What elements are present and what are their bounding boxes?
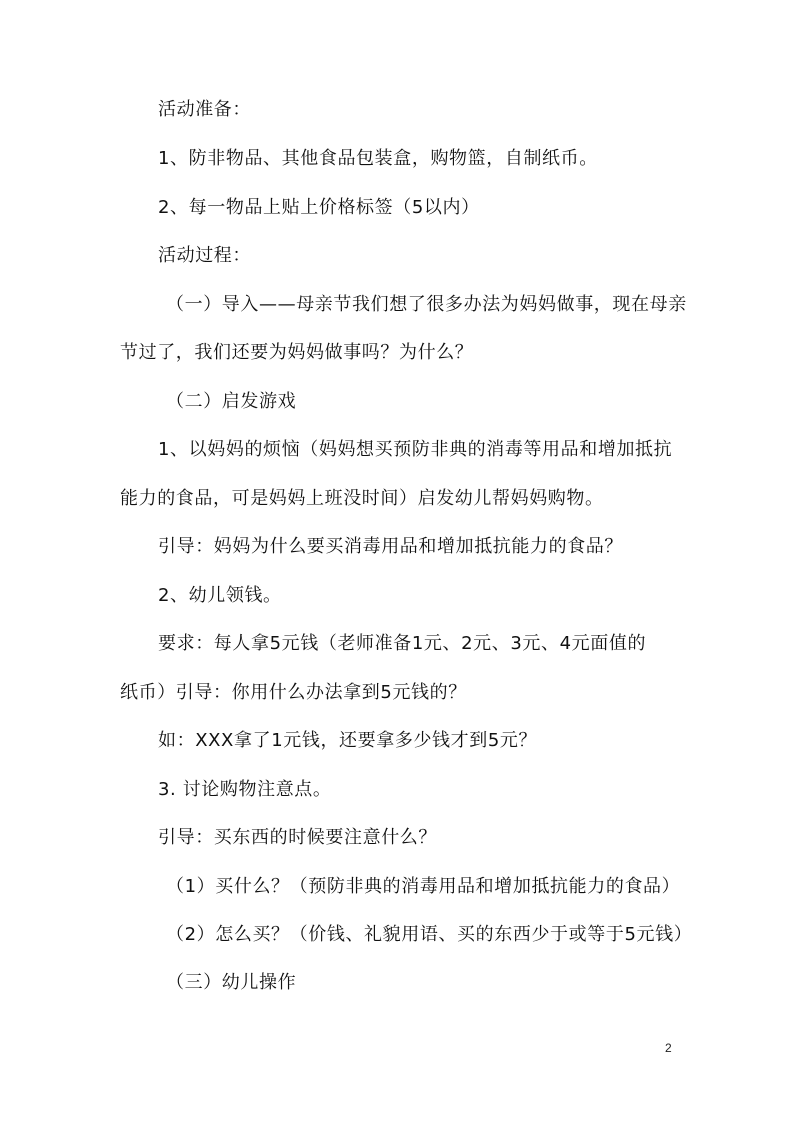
heading-activity-preparation: 活动准备： [158, 99, 251, 120]
paragraph-line: 引导：妈妈为什么要买消毒用品和增加抵抗能力的食品？ [158, 536, 623, 557]
paragraph-line: 1、防非物品、其他食品包装盒，购物篮，自制纸币。 [158, 148, 598, 169]
paragraph-line: 3. 讨论购物注意点。 [158, 779, 332, 800]
paragraph-line: 2、每一物品上贴上价格标签（5以内） [158, 197, 480, 218]
paragraph-line: 如：XXX拿了1元钱，还要拿多少钱才到5元？ [158, 730, 538, 751]
paragraph-line: （1）买什么？（预防非典的消毒用品和增加抵抗能力的食品） [166, 876, 681, 897]
paragraph-line: 纸币）引导：你用什么办法拿到5元钱的？ [120, 682, 467, 703]
paragraph-line: 节过了，我们还要为妈妈做事吗？为什么？ [120, 342, 474, 363]
page-number: 2 [665, 1041, 672, 1055]
paragraph-line: 引导：买东西的时候要注意什么？ [158, 827, 437, 848]
section-heading: （二）启发游戏 [166, 391, 297, 412]
paragraph-line: 能力的食品，可是妈妈上班没时间）启发幼儿帮妈妈购物。 [120, 488, 604, 509]
section-heading: （三）幼儿操作 [166, 972, 297, 993]
paragraph-line: （一）导入——母亲节我们想了很多办法为妈妈做事，现在母亲 [166, 294, 687, 315]
paragraph-line: 2、幼儿领钱。 [158, 585, 282, 606]
paragraph-line: （2）怎么买？（价钱、礼貌用语、买的东西少于或等于5元钱） [166, 924, 693, 945]
paragraph-line: 要求：每人拿5元钱（老师准备1元、2元、3元、4元面值的 [158, 633, 647, 654]
heading-activity-process: 活动过程： [158, 245, 251, 266]
paragraph-line: 1、以妈妈的烦恼（妈妈想买预防非典的消毒等用品和增加抵抗 [158, 439, 673, 460]
